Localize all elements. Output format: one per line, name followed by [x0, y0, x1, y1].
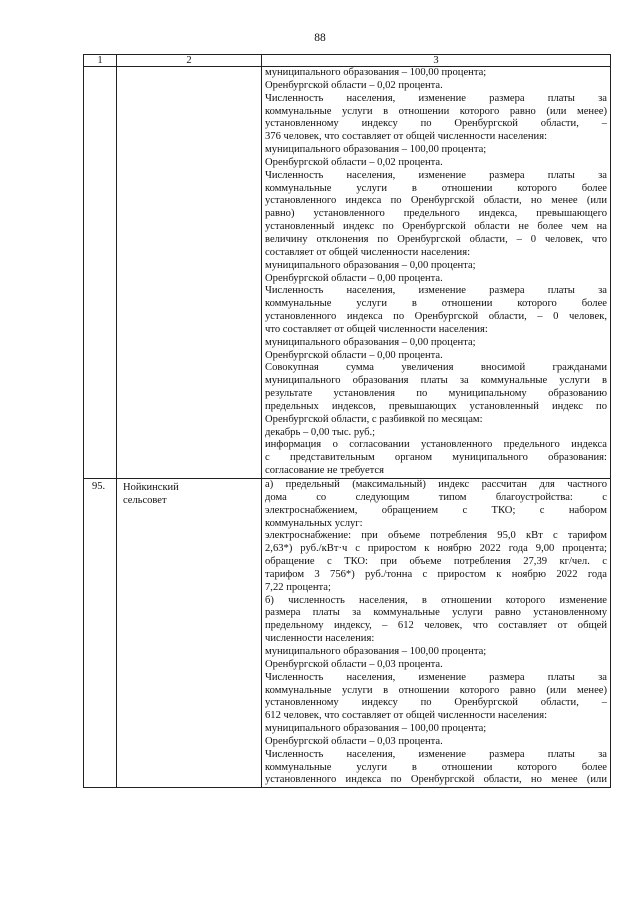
- header-col-1: 1: [84, 55, 117, 67]
- table-row: [84, 479, 611, 788]
- text-line: тарифом 3 756*) руб./тонна с приростом к ноябрю 2022 года: [265, 568, 607, 580]
- text-line: декабрь – 0,00 тыс. руб.;: [265, 426, 376, 438]
- row-number: 95.: [84, 479, 117, 788]
- name-line: Нойкинский: [123, 482, 179, 493]
- text-line: дома со следующим типом благоустройства: с: [265, 491, 607, 503]
- text-line: коммунальные услуги в отношении которого более: [265, 298, 607, 310]
- text-line: составляет от общей численности населения:: [265, 246, 471, 258]
- text-line: 376 человек, что составляет от общей численности населения:: [265, 131, 548, 143]
- text-line: электроснабжение: при объеме потребления 95,0 кВт с тарифом: [265, 530, 607, 542]
- text-line: Численность населения, изменение размера платы за: [265, 285, 607, 297]
- text-line: что составляет от общей численности населения:: [265, 323, 488, 335]
- text-line: установленного индекса по Оренбургской области, но менее (или: [265, 195, 607, 207]
- text-line: муниципального образования – 0,00 процента;: [265, 336, 476, 348]
- text-line: 2,63*) руб./кВт·ч с приростом к ноябрю 2022 года 9,00 процента;: [265, 543, 607, 555]
- text-line: коммунальные услуги в отношении которого более: [265, 761, 607, 773]
- document-table: [83, 54, 611, 788]
- text-line: 7,22 процента;: [265, 581, 331, 593]
- text-line: величину отклонения по Оренбургской области, – 0 человек, что: [265, 233, 607, 245]
- text-line: Численность населения, изменение размера платы за: [265, 169, 607, 181]
- municipality-name: [117, 67, 262, 479]
- text-line: Оренбургской области, с разбивкой по месяцам:: [265, 413, 483, 425]
- text-line: электроснабжением, обращением с ТКО; с набором: [265, 504, 607, 516]
- text-line: установленному индексу по Оренбургской области, –: [265, 697, 607, 709]
- table-row: [84, 67, 611, 479]
- text-line: Численность населения, изменение размера платы за: [265, 748, 607, 760]
- row-number: [84, 67, 117, 479]
- text-line: установленному индексу по Оренбургской области, –: [265, 118, 607, 130]
- text-line: Оренбургской области – 0,03 процента.: [265, 658, 443, 670]
- text-line: равно) установленного предельного индекса, превышающего: [265, 208, 607, 220]
- text-line: муниципального образования – 0,00 процента;: [265, 259, 476, 271]
- text-line: предельных индексов, превышающих установленный индекс по: [265, 400, 607, 412]
- text-line: коммунальных услуг:: [265, 517, 363, 529]
- text-line: предельному индексу, – 612 человек, что составляет от общей: [265, 620, 607, 632]
- text-line: результате установления по муниципальному образованию: [265, 388, 607, 400]
- row-content: [262, 479, 611, 788]
- text-line: б) численность населения, в отношении которого изменение: [265, 594, 607, 606]
- text-line: Оренбургской области – 0,03 процента.: [265, 735, 443, 747]
- text-line: коммунальные услуги в отношении которого равно (или менее): [265, 105, 607, 117]
- text-line: Численность населения, изменение размера платы за: [265, 92, 607, 104]
- text-line: обращение с ТКО: при объеме потребления 27,39 кг/чел. с: [265, 556, 607, 568]
- text-line: коммунальные услуги в отношении которого равно (или менее): [265, 684, 607, 696]
- header-col-3: 3: [262, 55, 611, 67]
- municipality-name: [117, 479, 262, 788]
- row-content: [262, 67, 611, 479]
- text-line: размера платы за коммунальные услуги равно установленному: [265, 607, 607, 619]
- text-line: установленного индекса по Оренбургской области, но менее (или: [265, 774, 607, 786]
- text-line: численности населения:: [265, 633, 375, 645]
- text-line: Оренбургской области – 0,00 процента.: [265, 349, 443, 361]
- text-line: муниципального образования – 100,00 процента;: [265, 67, 487, 78]
- text-line: муниципального образования платы за коммунальные услуги в: [265, 375, 607, 387]
- text-line: муниципального образования – 100,00 процента;: [265, 144, 487, 156]
- text-line: муниципального образования – 100,00 процента;: [265, 645, 487, 657]
- text-line: Совокупная сумма увеличения вносимой гражданами: [265, 362, 607, 374]
- text-line: информация о согласовании установленного предельного индекса: [265, 439, 607, 451]
- text-line: Оренбургской области – 0,02 процента.: [265, 79, 443, 91]
- text-line: согласование не требуется: [265, 465, 385, 477]
- text-line: Оренбургской области – 0,02 процента.: [265, 156, 443, 168]
- text-line: установленного индекса по Оренбургской области, – 0 человек,: [265, 311, 607, 323]
- text-line: а) предельный (максимальный) индекс рассчитан для частного: [265, 479, 607, 490]
- text-line: с представительным органом муниципального образования:: [265, 452, 607, 464]
- text-line: коммунальные услуги в отношении которого более: [265, 182, 607, 194]
- text-line: муниципального образования – 100,00 процента;: [265, 723, 487, 735]
- text-line: Оренбургской области – 0,00 процента.: [265, 272, 443, 284]
- header-col-2: 2: [117, 55, 262, 67]
- text-line: 612 человек, что составляет от общей численности населения:: [265, 710, 548, 722]
- text-line: установленный индекс по Оренбургской области не более чем на: [265, 221, 607, 233]
- page-number: 88: [314, 32, 326, 44]
- name-line: сельсовет: [123, 495, 167, 506]
- text-line: Численность населения, изменение размера платы за: [265, 671, 607, 683]
- table-header-row: [84, 55, 611, 67]
